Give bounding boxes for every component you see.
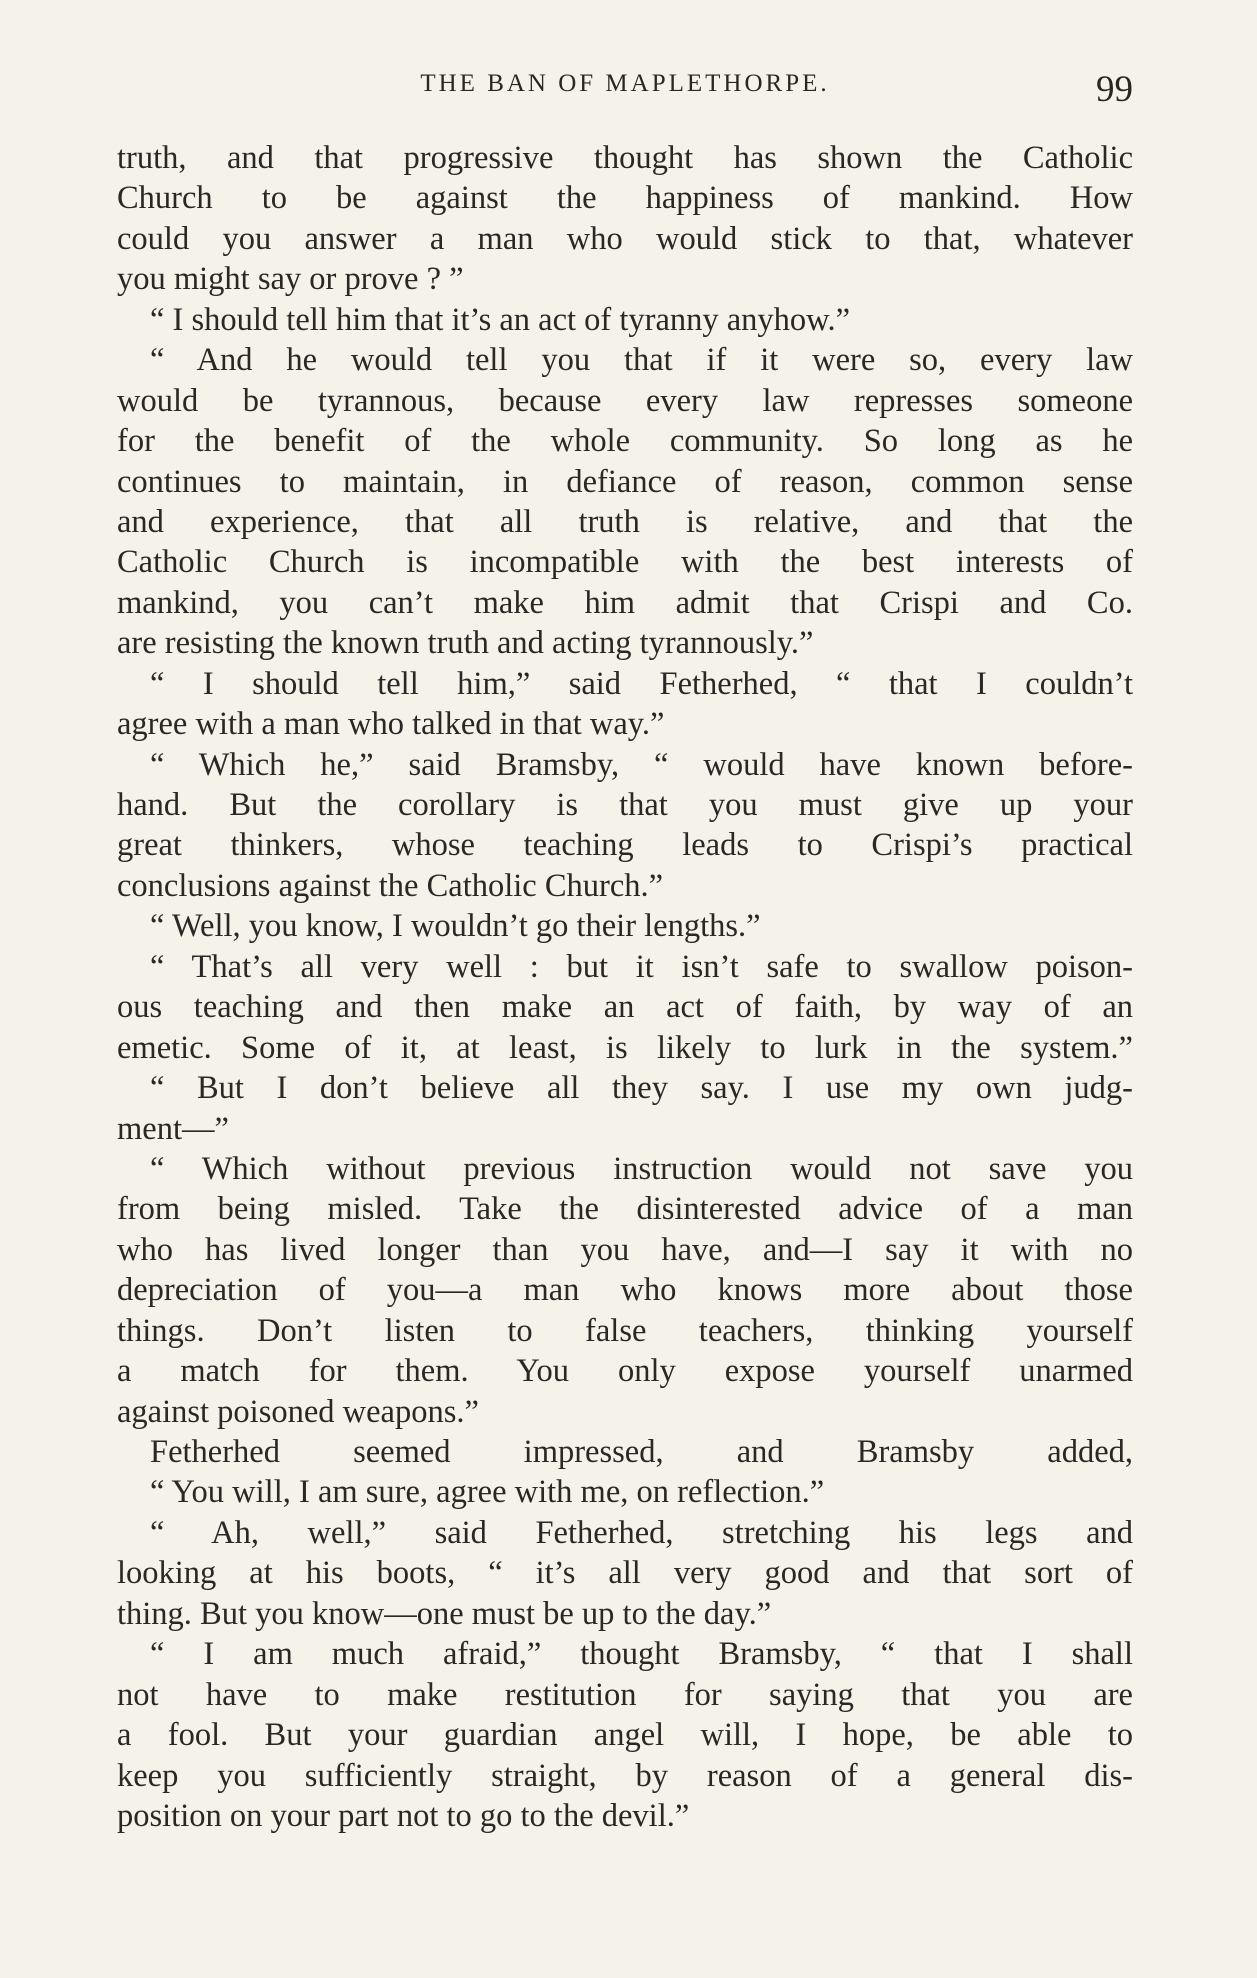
- body-text: [117, 138, 1133, 1836]
- text-line: and experience, that all truth is relative, and that the: [117, 503, 1133, 540]
- text-line: you might say or prove ? ”: [117, 261, 464, 298]
- text-line: from being misled. Take the disinterested advice of a man: [117, 1191, 1133, 1228]
- text-line: “ Which he,” said Bramsby, “ would have known before-: [150, 746, 1133, 783]
- text-line: great thinkers, whose teaching leads to Crispi’s practical: [117, 827, 1133, 864]
- text-line: conclusions against the Catholic Church.”: [117, 867, 664, 904]
- text-line: against poisoned weapons.”: [117, 1393, 479, 1430]
- text-line: agree with a man who talked in that way.”: [117, 706, 665, 743]
- text-line: things. Don’t listen to false teachers, thinking yourself: [117, 1312, 1133, 1349]
- text-line: thing. But you know—one must be up to the day.”: [117, 1595, 772, 1632]
- text-line: “ I am much afraid,” thought Bramsby, “ that I shall: [150, 1636, 1133, 1673]
- text-line: not have to make restitution for saying that you are: [117, 1676, 1133, 1713]
- text-line: hand. But the corollary is that you must give up your: [117, 787, 1133, 823]
- text-line: would be tyrannous, because every law represses someone: [117, 382, 1133, 419]
- text-line: position on your part not to go to the devil.”: [117, 1797, 690, 1834]
- text-line: continues to maintain, in defiance of reason, common sense: [117, 463, 1133, 500]
- text-line: a fool. But your guardian angel will, I hope, be able to: [117, 1717, 1133, 1754]
- page-number: 99: [1096, 69, 1133, 110]
- text-line: ous teaching and then make an act of faith, by way of an: [117, 989, 1133, 1026]
- text-line: “ But I don’t believe all they say. I use my own judg-: [150, 1070, 1133, 1107]
- text-line: looking at his boots, “ it’s all very good and that sort of: [117, 1555, 1133, 1592]
- text-line: Church to be against the happiness of mankind. How: [117, 180, 1133, 217]
- text-line: “ I should tell him,” said Fetherhed, “ that I couldn’t: [150, 665, 1133, 702]
- text-line: Fetherhed seemed impressed, and Bramsby added,: [150, 1434, 1133, 1470]
- text-line: depreciation of you—a man who knows more about those: [117, 1272, 1133, 1309]
- running-head: [117, 62, 1133, 122]
- text-line: Catholic Church is incompatible with the best interests of: [117, 544, 1133, 581]
- running-title: THE BAN OF MAPLETHORPE.: [420, 70, 830, 97]
- text-line: “ I should tell him that it’s an act of tyranny anyhow.”: [150, 301, 851, 338]
- text-line: “ That’s all very well : but it isn’t safe to swallow poison-: [150, 948, 1133, 985]
- text-line: could you answer a man who would stick to that, whatever: [117, 220, 1133, 257]
- text-line: a match for them. You only expose yourself unarmed: [117, 1353, 1133, 1390]
- text-line: keep you sufficiently straight, by reason of a general dis-: [117, 1757, 1133, 1794]
- text-line: “ Ah, well,” said Fetherhed, stretching his legs and: [150, 1514, 1133, 1551]
- text-line: ment—”: [117, 1110, 229, 1147]
- text-line: “ You will, I am sure, agree with me, on reflection.”: [150, 1474, 825, 1511]
- text-line: for the benefit of the whole community. So long as he: [117, 423, 1133, 460]
- text-line: “ Well, you know, I wouldn’t go their lengths.”: [150, 908, 761, 945]
- text-line: truth, and that progressive thought has shown the Catholic: [117, 140, 1133, 176]
- text-line: “ Which without previous instruction would not save you: [150, 1150, 1133, 1187]
- text-line: mankind, you can’t make him admit that Crispi and Co.: [117, 584, 1133, 621]
- text-line: who has lived longer than you have, and—I say it with no: [117, 1231, 1133, 1268]
- text-line: emetic. Some of it, at least, is likely to lurk in the system.”: [117, 1029, 1133, 1066]
- text-line: are resisting the known truth and acting tyrannously.”: [117, 625, 814, 662]
- text-line: “ And he would tell you that if it were so, every law: [150, 342, 1133, 379]
